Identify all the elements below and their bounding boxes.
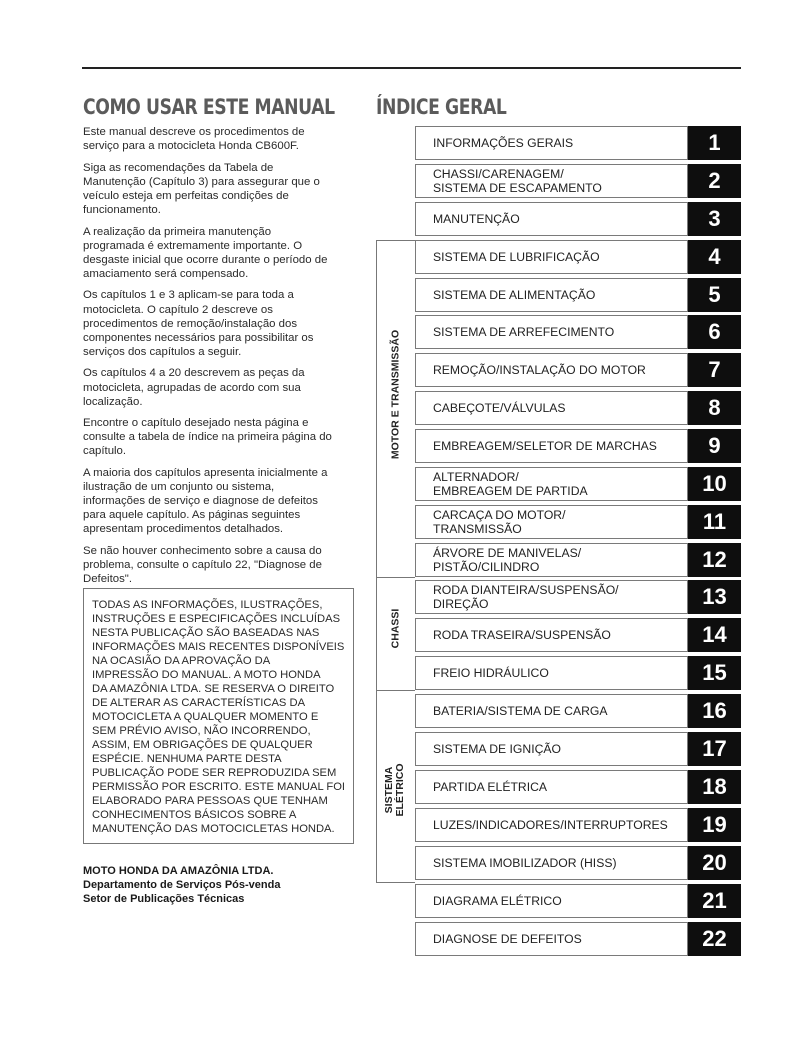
index-row-chapter-4[interactable] <box>415 240 741 274</box>
chapter-number-tab: 16 <box>688 694 741 728</box>
paragraph: Este manual descreve os procedimentos de serviço para a motocicleta Honda CB600F. <box>83 126 305 153</box>
index-row-chapter-19[interactable] <box>415 808 741 842</box>
company-department: Departamento de Serviços Pós-venda <box>83 879 281 891</box>
index-row-chapter-6[interactable] <box>415 315 741 349</box>
chapter-label: SISTEMA DE LUBRIFICAÇÃO <box>415 240 688 274</box>
company-info <box>83 864 363 906</box>
chapter-number-tab: 15 <box>688 656 741 690</box>
chapter-number-tab: 5 <box>688 278 741 312</box>
chapter-number-tab: 22 <box>688 922 741 956</box>
chapter-label: DIAGNOSE DE DEFEITOS <box>415 922 688 956</box>
index-row-chapter-15[interactable] <box>415 656 741 690</box>
index-row-chapter-2[interactable] <box>415 164 741 198</box>
how-to-use-paragraphs <box>83 125 358 586</box>
group-bracket-cap <box>376 882 415 883</box>
chapter-label: MANUTENÇÃO <box>415 202 688 236</box>
chapter-label: REMOÇÃO/INSTALAÇÃO DO MOTOR <box>415 353 688 387</box>
chapter-number-tab: 1 <box>688 126 741 160</box>
index-row-chapter-16[interactable] <box>415 694 741 728</box>
group-bracket-line <box>376 690 377 882</box>
company-name: MOTO HONDA DA AMAZÔNIA LTDA. <box>83 865 274 877</box>
top-rule <box>82 67 741 69</box>
chapter-label: CABEÇOTE/VÁLVULAS <box>415 391 688 425</box>
index-title: ÍNDICE GERAL <box>376 95 507 119</box>
chapter-label: SISTEMA IMOBILIZADOR (HISS) <box>415 846 688 880</box>
chapter-number-tab: 11 <box>688 505 741 539</box>
paragraph: Encontre o capítulo desejado nesta página e consulte a tabela de índice na primeira página do capítulo. <box>83 417 332 458</box>
index-row-chapter-17[interactable] <box>415 732 741 766</box>
chapter-number-tab: 8 <box>688 391 741 425</box>
index-row-chapter-18[interactable] <box>415 770 741 804</box>
paragraph: Os capítulos 1 e 3 aplicam-se para toda a motocicleta. O capítulo 2 descreve os procedimentos de remoção/instalação dos componentes necessários para possibilitar os serviços dos capítulos a seguir. <box>83 289 314 358</box>
index-row-chapter-8[interactable] <box>415 391 741 425</box>
chapter-label: FREIO HIDRÁULICO <box>415 656 688 690</box>
paragraph: A maioria dos capítulos apresenta inicialmente a ilustração de um conjunto ou sistema, informações de serviço e diagnose de defeitos para aquele capítulo. As páginas seguintes apresentam procedimentos detalhados. <box>83 466 328 536</box>
chapter-number-tab: 21 <box>688 884 741 918</box>
chapter-number-tab: 17 <box>688 732 741 766</box>
index-row-chapter-7[interactable] <box>415 353 741 387</box>
chapter-label: RODA TRASEIRA/SUSPENSÃO <box>415 618 688 652</box>
group-label: MOTOR E TRANSMISSÃO <box>389 329 402 460</box>
index-row-chapter-3[interactable] <box>415 202 741 236</box>
group-bracket-line <box>376 240 377 577</box>
chapter-number-tab: 6 <box>688 315 741 349</box>
chapter-label: DIAGRAMA ELÉTRICO <box>415 884 688 918</box>
index-row-chapter-10[interactable] <box>415 467 741 501</box>
chapter-number-tab: 7 <box>688 353 741 387</box>
chapter-label: BATERIA/SISTEMA DE CARGA <box>415 694 688 728</box>
chapter-label: INFORMAÇÕES GERAIS <box>415 126 688 160</box>
paragraph: Siga as recomendações da Tabela de Manutenção (Capítulo 3) para assegurar que o veículo esteja em perfeitas condições de funcionamento. <box>83 161 320 216</box>
group-label: SISTEMA ELÉTRICO <box>383 763 406 817</box>
index-row-chapter-20[interactable] <box>415 846 741 880</box>
chapter-label: CHASSI/CARENAGEM/ SISTEMA DE ESCAPAMENTO <box>415 164 688 198</box>
company-sector: Setor de Publicações Técnicas <box>83 893 245 905</box>
chapter-number-tab: 4 <box>688 240 741 274</box>
how-to-use-section <box>83 94 358 594</box>
index-row-chapter-14[interactable] <box>415 618 741 652</box>
chapter-label: SISTEMA DE ARREFECIMENTO <box>415 315 688 349</box>
chapter-number-tab: 18 <box>688 770 741 804</box>
index-row-chapter-11[interactable] <box>415 505 741 539</box>
chapter-label: SISTEMA DE ALIMENTAÇÃO <box>415 278 688 312</box>
chapter-number-tab: 14 <box>688 618 741 652</box>
group-bracket-cap <box>376 690 415 691</box>
chapter-label: LUZES/INDICADORES/INTERRUPTORES <box>415 808 688 842</box>
chapter-number-tab: 10 <box>688 467 741 501</box>
chapter-number-tab: 2 <box>688 164 741 198</box>
chapter-number-tab: 20 <box>688 846 741 880</box>
group-label: CHASSI <box>389 608 402 649</box>
chapter-label: ALTERNADOR/ EMBREAGEM DE PARTIDA <box>415 467 688 501</box>
index-row-chapter-12[interactable] <box>415 543 741 577</box>
paragraph: Os capítulos 4 a 20 descrevem as peças da motocicleta, agrupadas de acordo com sua localização. <box>83 367 305 408</box>
index-row-chapter-9[interactable] <box>415 429 741 463</box>
index-row-chapter-1[interactable] <box>415 126 741 160</box>
index-row-chapter-21[interactable] <box>415 884 741 918</box>
index-row-chapter-5[interactable] <box>415 278 741 312</box>
legal-notice-box: TODAS AS INFORMAÇÕES, ILUSTRAÇÕES, INSTRUÇÕES E ESPECIFICAÇÕES INCLUÍDAS NESTA PUBLICAÇÃO SÃO BASEADAS NAS INFORMAÇÕES MAIS RECENTES DISPONÍVEIS NA OCASIÃO DA APROVAÇÃO DA IMPRESSÃO DO MANUAL. A MOTO HONDA DA AMAZÔNIA LTDA. SE RESERVA O DIREITO DE ALTERAR AS CARACTERÍSTICAS DA MOTOCICLETA A QUALQUER MOMENTO E SEM PRÉVIO AVISO, NÃO INCORRENDO, ASSIM, EM OBRIGAÇÕES DE QUALQUER ESPÉCIE. NENHUMA PARTE DESTA PUBLICAÇÃO PODE SER REPRODUZIDA SEM PERMISSÃO POR ESCRITO. ESTE MANUAL FOI ELABORADO PARA PESSOAS QUE TENHAM CONHECIMENTOS BÁSICOS SOBRE A MANUTENÇÃO DAS MOTOCICLETAS HONDA. <box>83 588 354 844</box>
chapter-number-tab: 9 <box>688 429 741 463</box>
chapter-number-tab: 12 <box>688 543 741 577</box>
paragraph: A realização da primeira manutenção programada é extremamente importante. O desgaste inicial que ocorre durante o período de amaciamento será compensado. <box>83 225 328 280</box>
chapter-label: PARTIDA ELÉTRICA <box>415 770 688 804</box>
chapter-label: SISTEMA DE IGNIÇÃO <box>415 732 688 766</box>
chapter-label: CARCAÇA DO MOTOR/ TRANSMISSÃO <box>415 505 688 539</box>
chapter-number-tab: 19 <box>688 808 741 842</box>
group-bracket-cap <box>376 240 415 241</box>
paragraph: Se não houver conhecimento sobre a causa do problema, consulte o capítulo 22, "Diagnose de Defeitos". <box>83 544 322 586</box>
index-row-chapter-22[interactable] <box>415 922 741 956</box>
group-bracket-line <box>376 577 377 690</box>
chapter-number-tab: 3 <box>688 202 741 236</box>
how-to-use-title: COMO USAR ESTE MANUAL <box>83 95 335 119</box>
chapter-label: EMBREAGEM/SELETOR DE MARCHAS <box>415 429 688 463</box>
chapter-number-tab: 13 <box>688 580 741 614</box>
chapter-label: ÁRVORE DE MANIVELAS/ PISTÃO/CILINDRO <box>415 543 688 577</box>
chapter-label: RODA DIANTEIRA/SUSPENSÃO/ DIREÇÃO <box>415 580 688 614</box>
index-row-chapter-13[interactable] <box>415 580 741 614</box>
